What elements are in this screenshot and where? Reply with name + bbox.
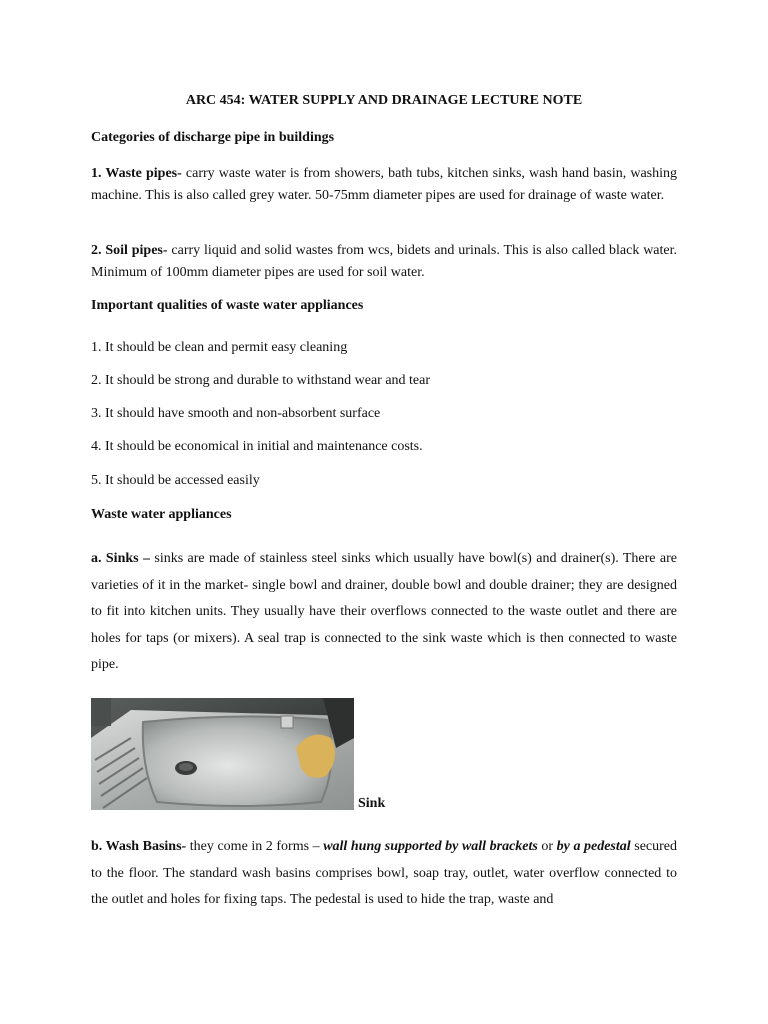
wash-basins-label: b. Wash Basins-: [91, 839, 187, 854]
sinks-label: a. Sinks –: [91, 551, 150, 566]
waste-pipes-label: 1. Waste pipes-: [91, 166, 182, 181]
wash-basins-text-2: or: [537, 839, 557, 854]
sinks-text: sinks are made of stainless steel sinks which usually have bowl(s) and drainer(s). There are varieties of it in the market- single bowl and drainer, double bowl and double drainer; they are designed to fit into kitchen units. They usually have their overflows connected to the waste outlet and there are holes for taps (or mixers). A seal trap is connected to the sink waste which is then connected to waste pipe.: [91, 551, 678, 672]
paragraph-sinks: [91, 546, 677, 679]
list-item: 1. It should be clean and permit easy cleaning: [91, 340, 348, 355]
wash-basins-emphasis-wall-hung: wall hung supported by wall brackets: [323, 839, 538, 854]
heading-discharge-pipes: Categories of discharge pipe in buildings: [91, 130, 335, 145]
sink-caption: Sink: [358, 796, 386, 811]
list-item: 4. It should be economical in initial and maintenance costs.: [91, 439, 423, 454]
soil-pipes-text: carry liquid and solid wastes from wcs, bidets and urinals. This is also called black water. Minimum of 100mm diameter pipes are used for soil water.: [91, 243, 678, 280]
wash-basins-text-1: they come in 2 forms –: [186, 839, 324, 854]
list-item: 3. It should have smooth and non-absorbent surface: [91, 406, 381, 421]
paragraph-soil-pipes: [91, 240, 677, 284]
list-item: 5. It should be accessed easily: [91, 473, 260, 488]
heading-important-qualities: Important qualities of waste water appliances: [91, 298, 364, 313]
sink-photo: [91, 698, 354, 810]
waste-pipes-text: carry waste water is from showers, bath tubs, kitchen sinks, wash hand basin, washing machine. This is also called grey water. 50-75mm diameter pipes are used for drainage of waste water.: [91, 166, 677, 203]
paragraph-wash-basins: [91, 834, 677, 914]
paragraph-waste-pipes: [91, 163, 677, 207]
document-title: ARC 454: WATER SUPPLY AND DRAINAGE LECTURE NOTE: [185, 93, 583, 108]
list-item: 2. It should be strong and durable to withstand wear and tear: [91, 373, 431, 388]
wash-basins-emphasis-pedestal: by a pedestal: [556, 839, 631, 854]
heading-waste-water-appliances: Waste water appliances: [91, 507, 232, 522]
soil-pipes-label: 2. Soil pipes-: [91, 243, 168, 258]
wash-basins-text-3: secured to the floor. The standard wash basins comprises bowl, soap tray, outlet, water overflow connected to the outlet and holes for fixing taps. The pedestal is used to hide the trap, waste and: [91, 839, 677, 907]
